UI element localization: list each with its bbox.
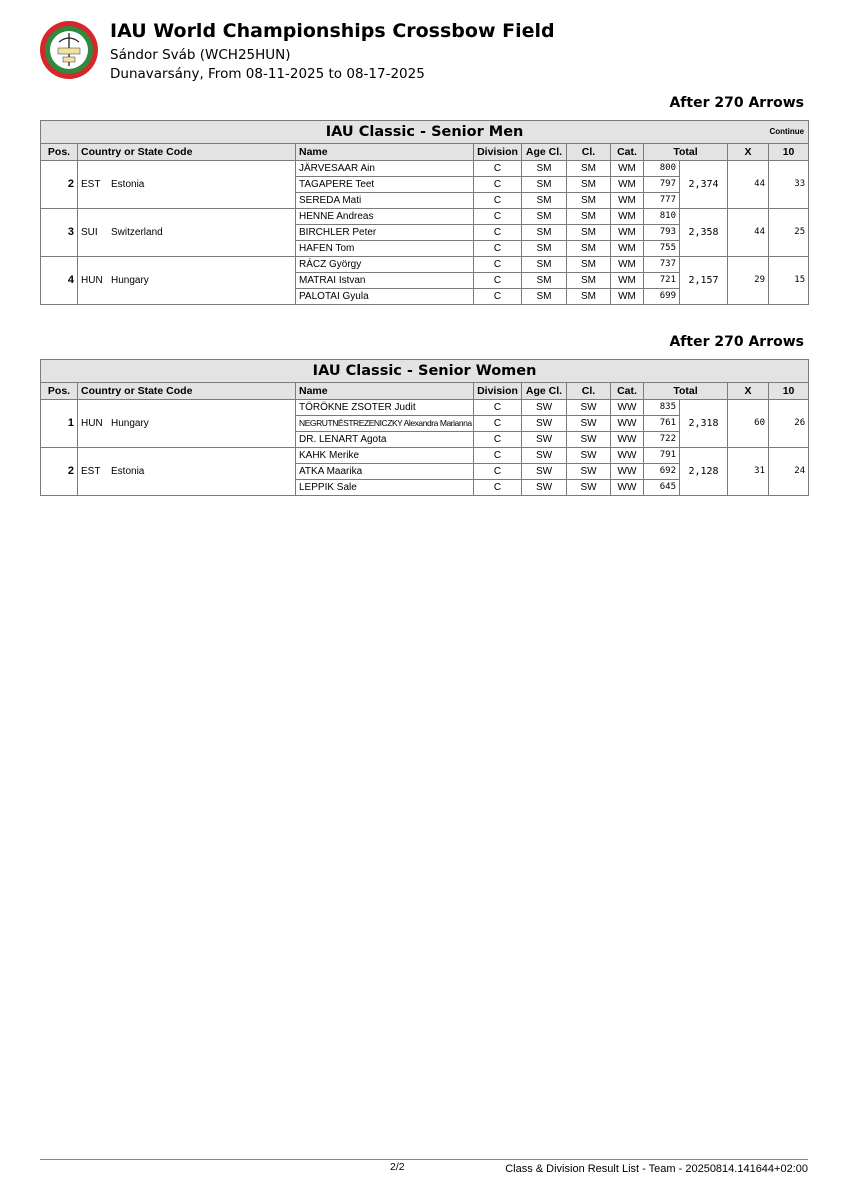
age-class: SW [522,400,567,416]
athlete-name: HAFEN Tom [296,241,474,257]
age-class: SM [522,289,567,305]
individual-score: 791 [644,448,680,464]
category: WW [611,416,644,432]
division: C [474,177,522,193]
athlete-name: PALOTAI Gyula [296,289,474,305]
event-title: IAU World Championships Crossbow Field [110,20,555,42]
age-class: SM [522,257,567,273]
age-class: SW [522,416,567,432]
event-logo [39,20,99,80]
athlete-name: TÖRÖKNE ZSOTER Judit [296,400,474,416]
team-10-count: 15 [769,257,809,305]
category: WM [611,273,644,289]
team-10-count: 26 [769,400,809,448]
report-info: Class & Division Result List - Team - 20250814.141644+02:00 [505,1163,808,1175]
column-header-row [41,144,809,161]
individual-score: 777 [644,193,680,209]
team-position: 1 [41,400,78,448]
page-number: 2/2 [390,1161,405,1173]
athlete-name: JÄRVESAAR Ain [296,161,474,177]
table-row [41,209,809,225]
athlete-name: BIRCHLER Peter [296,225,474,241]
col-class: Cl. [567,383,611,400]
team-country [78,448,296,496]
individual-score: 737 [644,257,680,273]
col-pos: Pos. [41,144,78,161]
footer-divider [40,1159,808,1160]
country-name: Hungary [111,275,149,286]
athlete-name: ATKA Maarika [296,464,474,480]
country-name: Estonia [111,179,145,190]
col-category: Cat. [611,144,644,161]
division: C [474,448,522,464]
category: WM [611,241,644,257]
country-name: Hungary [111,418,149,429]
category: WW [611,400,644,416]
age-class: SM [522,177,567,193]
team-total: 2,157 [680,257,728,305]
individual-score: 835 [644,400,680,416]
athlete-name: RÁCZ György [296,257,474,273]
section-title-text: IAU Classic - Senior Women [312,363,537,379]
division: C [474,416,522,432]
event-subtitle: Sándor Sváb (WCH25HUN) [110,47,291,63]
event-location-dates: Dunavarsány, From 08-11-2025 to 08-17-2025 [110,66,425,82]
division: C [474,257,522,273]
athlete-name: HENNE Andreas [296,209,474,225]
class: SW [567,480,611,496]
team-country [78,400,296,448]
age-class: SM [522,225,567,241]
category: WM [611,193,644,209]
athlete-name: SEREDA Mati [296,193,474,209]
class: SW [567,464,611,480]
col-class: Cl. [567,144,611,161]
col-category: Cat. [611,383,644,400]
category: WM [611,161,644,177]
col-name: Name [296,144,474,161]
class: SM [567,289,611,305]
class: SM [567,273,611,289]
col-10: 10 [769,383,809,400]
continue-label: Continue [769,127,805,136]
team-position: 2 [41,161,78,209]
team-total: 2,374 [680,161,728,209]
age-class: SM [522,161,567,177]
table-row [41,257,809,273]
category: WW [611,480,644,496]
age-class: SM [522,241,567,257]
age-class: SM [522,209,567,225]
team-10-count: 24 [769,448,809,496]
team-country [78,161,296,209]
column-header-row [41,383,809,400]
section-title-text: IAU Classic - Senior Men [325,124,524,140]
col-10: 10 [769,144,809,161]
category: WW [611,464,644,480]
team-total: 2,128 [680,448,728,496]
section-title [41,360,809,383]
col-age-class: Age Cl. [522,144,567,161]
individual-score: 793 [644,225,680,241]
category: WM [611,209,644,225]
category: WM [611,289,644,305]
col-name: Name [296,383,474,400]
individual-score: 721 [644,273,680,289]
table-row [41,448,809,464]
class: SW [567,432,611,448]
table-row [41,161,809,177]
athlete-name: NEGRUTNÉSTREZENICZKY Alexandra Marianna [296,416,474,432]
age-class: SW [522,480,567,496]
after-arrows-label: After 270 Arrows [669,334,804,350]
table-row [41,400,809,416]
country-name: Estonia [111,466,145,477]
class: SM [567,193,611,209]
after-arrows-label: After 270 Arrows [669,95,804,111]
age-class: SW [522,432,567,448]
team-total: 2,318 [680,400,728,448]
col-division: Division [474,383,522,400]
class: SM [567,177,611,193]
class: SM [567,161,611,177]
team-x-count: 44 [728,161,769,209]
individual-score: 797 [644,177,680,193]
class: SW [567,400,611,416]
division: C [474,400,522,416]
col-x: X [728,144,769,161]
team-x-count: 29 [728,257,769,305]
class: SM [567,225,611,241]
category: WW [611,432,644,448]
class: SM [567,257,611,273]
team-country [78,209,296,257]
results-table-senior-women [40,359,809,496]
country-code: EST [81,466,101,477]
col-country: Country or State Code [78,144,296,161]
category: WM [611,177,644,193]
col-total: Total [644,144,728,161]
age-class: SM [522,273,567,289]
col-pos: Pos. [41,383,78,400]
age-class: SW [522,464,567,480]
col-division: Division [474,144,522,161]
athlete-name: LEPPIK Sale [296,480,474,496]
col-x: X [728,383,769,400]
team-position: 2 [41,448,78,496]
category: WW [611,448,644,464]
division: C [474,480,522,496]
division: C [474,289,522,305]
division: C [474,209,522,225]
team-total: 2,358 [680,209,728,257]
category: WM [611,257,644,273]
class: SM [567,241,611,257]
division: C [474,432,522,448]
section-title [41,121,809,144]
category: WM [611,225,644,241]
individual-score: 800 [644,161,680,177]
athlete-name: DR. LENART Agota [296,432,474,448]
individual-score: 645 [644,480,680,496]
country-code: HUN [81,418,103,429]
individual-score: 692 [644,464,680,480]
team-10-count: 25 [769,209,809,257]
team-position: 3 [41,209,78,257]
division: C [474,225,522,241]
athlete-name: TAGAPERE Teet [296,177,474,193]
division: C [474,464,522,480]
age-class: SW [522,448,567,464]
division: C [474,161,522,177]
individual-score: 755 [644,241,680,257]
country-code: EST [81,179,101,190]
results-table-senior-men [40,120,809,305]
class: SW [567,416,611,432]
col-age-class: Age Cl. [522,383,567,400]
individual-score: 761 [644,416,680,432]
team-x-count: 60 [728,400,769,448]
division: C [474,241,522,257]
athlete-name: MATRAI Istvan [296,273,474,289]
team-x-count: 44 [728,209,769,257]
team-10-count: 33 [769,161,809,209]
team-x-count: 31 [728,448,769,496]
athlete-name: KAHK Merike [296,448,474,464]
team-position: 4 [41,257,78,305]
age-class: SM [522,193,567,209]
division: C [474,273,522,289]
individual-score: 699 [644,289,680,305]
class: SM [567,209,611,225]
col-country: Country or State Code [78,383,296,400]
country-code: HUN [81,275,103,286]
individual-score: 722 [644,432,680,448]
class: SW [567,448,611,464]
division: C [474,193,522,209]
col-total: Total [644,383,728,400]
country-code: SUI [81,227,98,238]
country-name: Switzerland [111,227,163,238]
individual-score: 810 [644,209,680,225]
team-country [78,257,296,305]
